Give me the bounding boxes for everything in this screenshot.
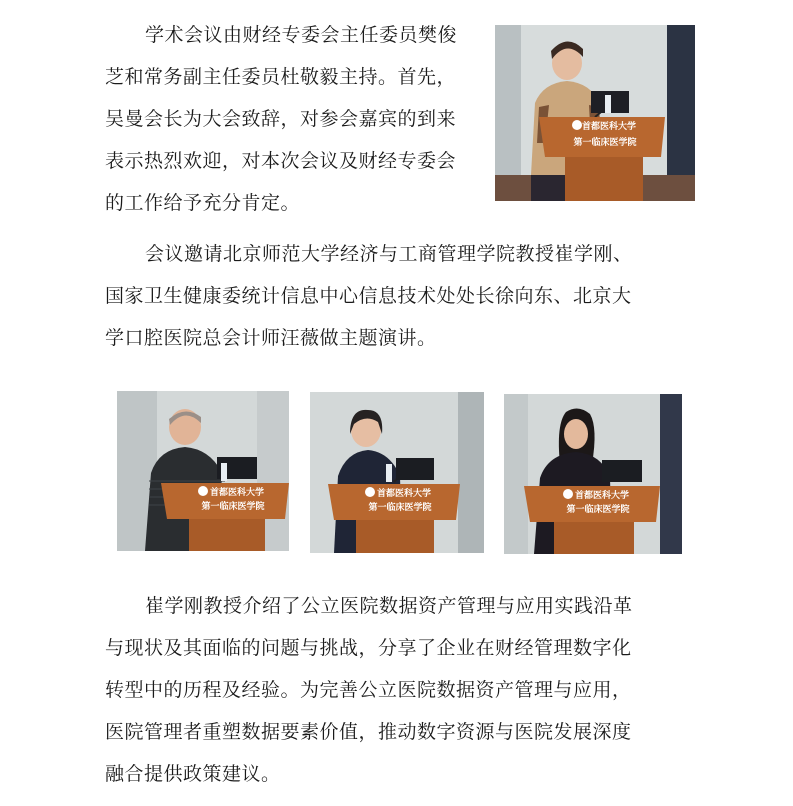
podium-label-line2: 第一临床医学院 — [573, 138, 637, 148]
paragraph-line: 融合提供政策建议。 — [105, 763, 281, 785]
podium-label-line2: 第一临床医学院 — [566, 505, 630, 515]
paragraph-line: 与现状及其面临的问题与挑战，分享了企业在财经管理数字化 — [105, 637, 632, 659]
podium-label-line2: 第一临床医学院 — [201, 502, 265, 512]
paragraph-line: 吴曼会长为大会致辞，对参会嘉宾的到来 — [105, 108, 457, 130]
speaker-photo-xu — [310, 392, 484, 553]
paragraph-line: 的工作给予充分肯定。 — [105, 192, 301, 214]
speaker-photo-wang — [504, 394, 682, 554]
paragraph-line: 国家卫生健康委统计信息中心信息技术处处长徐向东、北京大 — [105, 285, 632, 307]
paragraph-line: 学术会议由财经专委会主任委员樊俊 — [145, 24, 458, 46]
podium-label-line1: 首都医科大学 — [209, 488, 265, 498]
paragraph-line: 转型中的历程及经验。为完善公立医院数据资产管理与应用， — [105, 679, 632, 701]
paragraph-line: 学口腔医院总会计师汪薇做主题演讲。 — [105, 327, 437, 349]
speaker-photo-cui — [117, 391, 289, 551]
podium-label-line1: 首都医科大学 — [574, 491, 630, 501]
paragraph-opening — [105, 14, 457, 224]
paragraph-cui-talk — [105, 585, 633, 795]
paragraph-line: 表示热烈欢迎，对本次会议及财经专委会 — [105, 150, 457, 172]
podium-label-line2: 第一临床医学院 — [368, 503, 432, 513]
podium-label-line1: 首都医科大学 — [376, 489, 432, 499]
paragraph-line: 芝和常务副主任委员杜敬毅主持。首先， — [105, 66, 457, 88]
speaker-photo-host — [495, 25, 695, 201]
paragraph-speakers — [105, 233, 633, 359]
podium-label-line1: 首都医科大学 — [581, 122, 637, 132]
paragraph-line: 医院管理者重塑数据要素价值，推动数字资源与医院发展深度 — [105, 721, 632, 743]
paragraph-line: 崔学刚教授介绍了公立医院数据资产管理与应用实践沿革 — [145, 595, 633, 617]
paragraph-line: 会议邀请北京师范大学经济与工商管理学院教授崔学刚、 — [145, 243, 633, 265]
